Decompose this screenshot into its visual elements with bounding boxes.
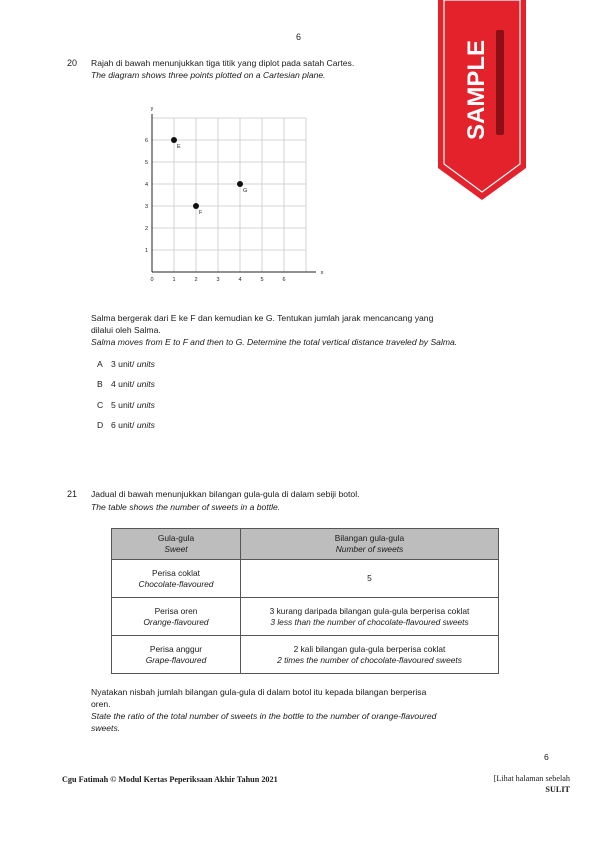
origin-label: 0 (150, 277, 154, 283)
option-a[interactable]: A 3 unit/ units (97, 359, 155, 369)
q20-task-english: Salma moves from E to F and then to G. Determine the total vertical distance traveled by Salma. (91, 337, 458, 347)
point-label-f: F (199, 210, 203, 216)
y-tick-label: 5 (144, 160, 148, 166)
cell-count: 3 kurang daripada bilangan gula-gula berperisa coklat 3 less than the number of chocolate-flavoured sweets (241, 598, 499, 636)
sample-text: SAMPLE (463, 39, 490, 140)
point-f (193, 203, 199, 209)
x-tick-label: 2 (194, 277, 198, 283)
q20-task-malay-line2: dilalui oleh Salma. (91, 325, 161, 335)
y-axis-label: y (150, 106, 154, 112)
x-tick-label: 3 (216, 277, 220, 283)
x-tick-label: 4 (238, 277, 242, 283)
y-tick-label: 6 (144, 138, 148, 144)
option-b[interactable]: B 4 unit/ units (97, 379, 155, 389)
cell-flavour: Perisa anggur Grape-flavoured (112, 636, 241, 674)
sulit-label: SULIT (545, 785, 570, 794)
header-sweet: Gula-gula Sweet (112, 529, 241, 560)
point-e (171, 137, 177, 143)
sweets-table (111, 528, 499, 674)
table-row (112, 598, 499, 636)
cartesian-plane (135, 106, 325, 290)
x-tick-label: 5 (260, 277, 264, 283)
page-number: 6 (296, 32, 302, 42)
x-tick-label: 1 (172, 277, 176, 283)
table-row (112, 636, 499, 674)
q21-stem-malay: Jadual di bawah menunjukkan bilangan gula-gula di dalam sebiji botol. (91, 489, 360, 499)
sample-ribbon-badge (438, 0, 526, 200)
footer-page-number: 6 (544, 752, 549, 762)
footer-credit: Cgu Fatimah © Modul Kertas Peperiksaan Akhir Tahun 2021 (62, 775, 278, 784)
q21-stem-english: The table shows the number of sweets in a bottle. (91, 502, 281, 512)
x-axis-label: x (320, 270, 324, 276)
q20-stem-malay: Rajah di bawah menunjukkan tiga titik yang diplot pada satah Cartes. (91, 58, 355, 68)
point-g (237, 181, 243, 187)
point-label-e: E (177, 144, 181, 150)
next-page-note: [Lihat halaman sebelah (493, 774, 570, 783)
q20-stem-english: The diagram shows three points plotted on a Cartesian plane. (91, 70, 326, 80)
point-label-g: G (243, 188, 248, 194)
q21-task-english-line1: State the ratio of the total number of sweets in the bottle to the number of orange-flavoured (91, 711, 437, 721)
tick-labels (145, 106, 324, 283)
footer-continue-note (486, 773, 570, 795)
ribbon-stripe (496, 30, 504, 135)
option-d[interactable]: D 6 unit/ units (97, 420, 155, 430)
header-number-of-sweets: Bilangan gula-gula Number of sweets (241, 529, 499, 560)
q21-task-malay-line1: Nyatakan nisbah jumlah bilangan gula-gula di dalam botol itu kepada bilangan berperisa (91, 687, 427, 697)
q21-task-english-line2: sweets. (91, 723, 121, 733)
cell-flavour: Perisa coklat Chocolate-flavoured (112, 560, 241, 598)
cell-flavour: Perisa oren Orange-flavoured (112, 598, 241, 636)
x-tick-label: 6 (282, 277, 286, 283)
y-tick-label: 3 (144, 204, 148, 210)
y-tick-label: 1 (144, 248, 148, 254)
table-header-row (112, 529, 499, 560)
q21-task-malay-line2: oren. (91, 699, 111, 709)
cell-count: 2 kali bilangan gula-gula berperisa coklat 2 times the number of chocolate-flavoured sweets (241, 636, 499, 674)
y-tick-label: 2 (144, 226, 148, 232)
table-row (112, 560, 499, 598)
plotted-points (171, 137, 247, 216)
option-c[interactable]: C 5 unit/ units (97, 400, 155, 410)
q20-task-malay-line1: Salma bergerak dari E ke F dan kemudian ke G. Tentukan jumlah jarak mencancang yang (91, 313, 434, 323)
cell-count: 5 (241, 560, 499, 598)
axes (152, 114, 316, 272)
question-number-21: 21 (67, 489, 78, 499)
question-number-20: 20 (67, 58, 78, 68)
y-tick-label: 4 (144, 182, 148, 188)
